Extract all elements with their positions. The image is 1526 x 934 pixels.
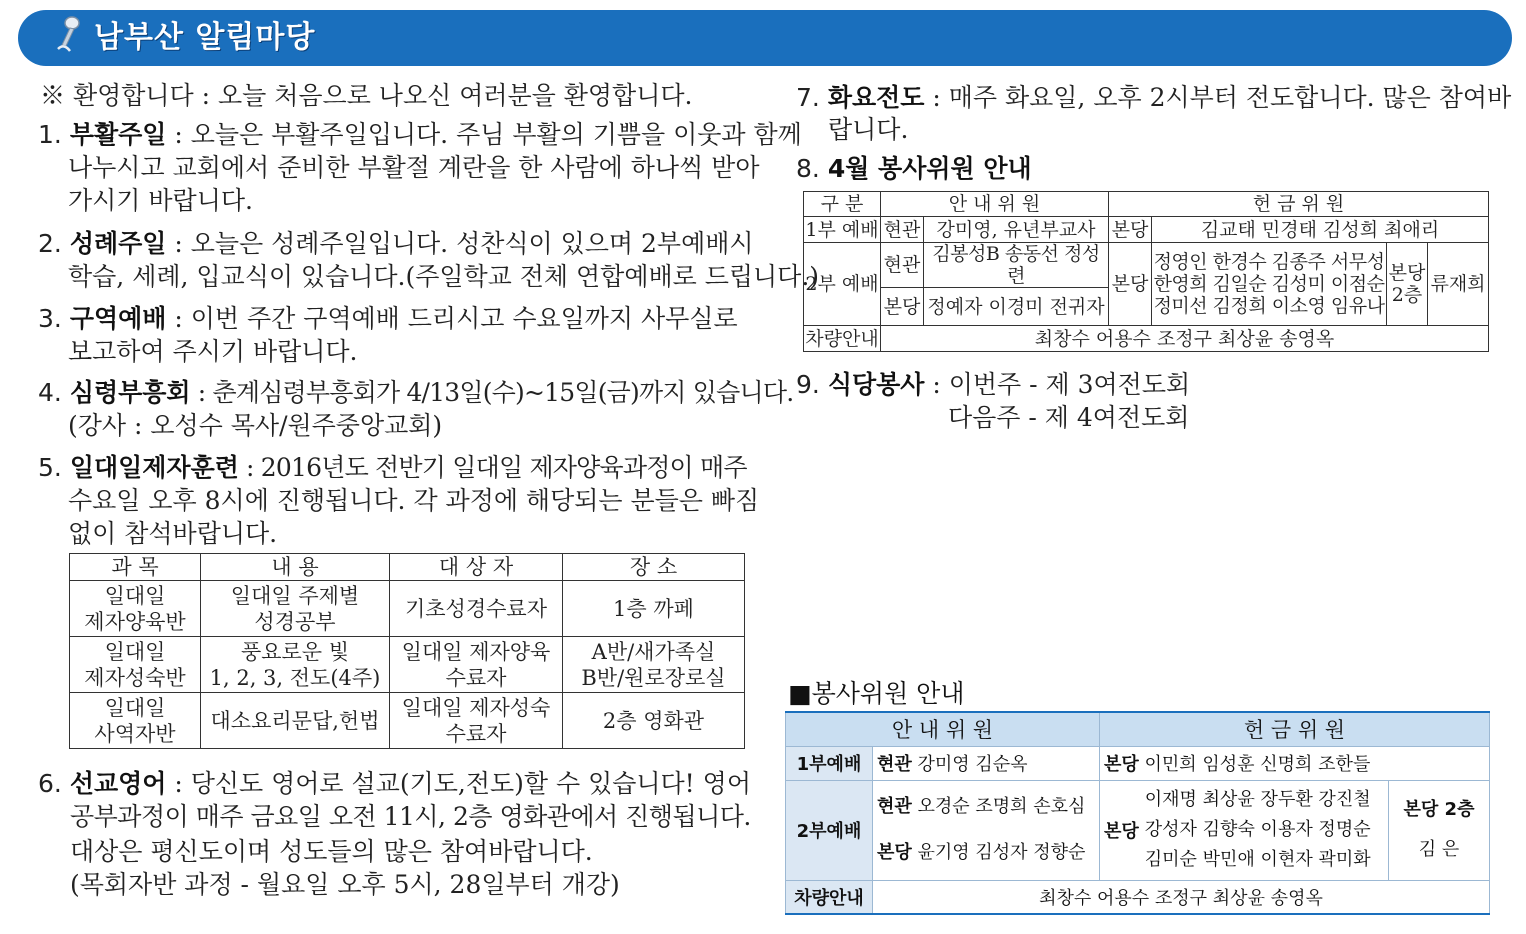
- table-cell: [1389, 780, 1490, 880]
- notice-item-6: [38, 768, 751, 800]
- item-text: 랍니다.: [828, 115, 909, 144]
- names: 강성자 김향숙 이용자 정명순: [1144, 819, 1371, 840]
- item-text: : 매주 화요일, 오후 2시부터 전도합니다. 많은 참여바: [924, 83, 1512, 112]
- table-cell: 본당: [1109, 217, 1152, 243]
- april-serve-table: [803, 191, 1489, 352]
- item-number: 4.: [38, 378, 62, 407]
- item-title: 심령부흥회: [69, 378, 191, 407]
- item-text: 다음주 - 제 4여전도회: [948, 403, 1190, 432]
- notice-item-2: [38, 228, 754, 260]
- item-number: 2.: [38, 229, 62, 258]
- item-number: 3.: [38, 304, 62, 333]
- table-cell: 일대일 제자성숙 수료자: [390, 693, 563, 749]
- table-cell: 본당: [1109, 243, 1152, 326]
- table-cell: 최창수 어용수 조정구 최상윤 송영옥: [881, 326, 1489, 352]
- notice-item-1: [38, 119, 802, 151]
- serve-committee-table: [785, 711, 1490, 915]
- item-title: 식당봉사: [827, 370, 925, 399]
- item-number: 1.: [38, 120, 62, 149]
- page-title: 남부산 알림마당: [94, 20, 316, 55]
- table-cell: 정영인 한경수 김종주 서무성 한영희 김일순 김성미 이점순 정미선 김정희 이소영 임유나: [1152, 243, 1387, 326]
- item-text: : 오늘은 성례주일입니다. 성찬식이 있으며 2부예배시: [166, 229, 754, 258]
- table-cell: 일대일 사역자반: [70, 693, 201, 749]
- item-text: : 오늘은 부활주일입니다. 주님 부활의 기쁨을 이웃과 함께: [166, 120, 802, 149]
- table-cell: 차량안내: [805, 327, 879, 350]
- names: 강미영 김순옥: [917, 754, 1028, 775]
- table-cell: 김교태 민경태 김성희 최애리: [1152, 217, 1489, 243]
- item-text: 학습, 세례, 입교식이 있습니다.(주일학교 전체 연합예배로 드립니다.): [68, 262, 820, 291]
- table-header: 헌 금 위 원: [1100, 712, 1490, 746]
- item-text: 공부과정이 매주 금요일 오전 11시, 2층 영화관에서 진행됩니다.: [70, 802, 751, 831]
- table-cell: 본당 2층: [1387, 243, 1428, 326]
- location-label: 본당 2층: [1403, 799, 1475, 820]
- item-number: 5.: [38, 453, 62, 482]
- notice-item-9: [796, 369, 1190, 401]
- item-title: 일대일제자훈련: [69, 453, 239, 482]
- table-cell: 1부예배: [786, 746, 873, 780]
- table-cell: 2부예배: [786, 780, 873, 880]
- welcome-text: ※ 환영합니다 : 오늘 처음으로 나오신 여러분을 환영합니다.: [40, 81, 693, 110]
- item-text: : 춘계심령부흥회가 4/13일(수)~15일(금)까지 있습니다.: [190, 378, 794, 407]
- microphone-icon: [52, 15, 82, 55]
- item-title: 화요전도: [827, 83, 925, 112]
- table-cell: 1층 까페: [563, 581, 745, 637]
- item-text: (강사 : 오성수 목사/원주중앙교회): [68, 411, 443, 440]
- item-number: 8.: [796, 154, 820, 183]
- names: 이재명 최상윤 장두환 강진철: [1144, 789, 1371, 810]
- item-number: 6.: [38, 769, 62, 798]
- item-title: 부활주일: [69, 120, 167, 149]
- section-title: ■봉사위원 안내: [788, 679, 965, 708]
- table-cell: A반/새가족실 B반/원로장로실: [563, 637, 745, 693]
- table-cell: 일대일 제자성숙반: [70, 637, 201, 693]
- table-header: 장 소: [563, 554, 745, 581]
- table-cell: 일대일 제자양육 수료자: [390, 637, 563, 693]
- table-row: [804, 217, 1489, 243]
- table-cell: 대소요리문답,헌법: [201, 693, 390, 749]
- table-cell: 풍요로운 빛 1, 2, 3, 전도(4주): [201, 637, 390, 693]
- table-cell: 현관: [881, 243, 924, 288]
- item-number: 7.: [796, 83, 820, 112]
- table-cell: 본당: [881, 288, 924, 326]
- item-title: 성례주일: [69, 229, 167, 258]
- table-cell: 최창수 어용수 조정구 최상윤 송영옥: [873, 880, 1490, 914]
- item-number: 9.: [796, 370, 820, 399]
- item-text: 가시기 바랍니다.: [68, 186, 253, 215]
- table-cell: 정예자 이경미 전귀자: [924, 288, 1109, 326]
- table-header: 내 용: [201, 554, 390, 581]
- course-table: [69, 553, 745, 749]
- item-text: : 2016년도 전반기 일대일 제자양육과정이 매주: [238, 453, 747, 482]
- table-row: [804, 326, 1489, 352]
- table-row: [70, 637, 745, 693]
- notice-item-5: [38, 452, 747, 484]
- table-cell: 일대일 제자양육반: [70, 581, 201, 637]
- table-row: [786, 880, 1490, 914]
- item-title: 선교영어: [69, 769, 167, 798]
- table-header: 안 내 위 원: [786, 712, 1100, 746]
- table-cell: 김봉성B 송동선 정성련: [924, 243, 1109, 288]
- table-cell: 차량안내: [786, 880, 873, 914]
- table-header: 헌 금 위 원: [1109, 192, 1489, 217]
- table-cell: 2층 영화관: [563, 693, 745, 749]
- item-text: 나누시고 교회에서 준비한 부활절 계란을 한 사람에 하나씩 받아: [68, 153, 760, 182]
- table-header: 대 상 자: [390, 554, 563, 581]
- names: 김 은: [1418, 839, 1460, 860]
- item-text: : 당신도 영어로 설교(기도,전도)할 수 있습니다! 영어: [166, 769, 751, 798]
- item-text: : 이번 주간 구역예배 드리시고 수요일까지 사무실로: [166, 304, 738, 333]
- notice-item-7: [796, 82, 1511, 114]
- table-cell: 1부 예배: [805, 218, 879, 241]
- notice-item-3: [38, 303, 738, 335]
- item-text: : 이번주 - 제 3여전도회: [924, 370, 1191, 399]
- table-cell: [1100, 780, 1389, 880]
- item-title: 4월 봉사위원 안내: [827, 154, 1032, 183]
- notice-item-8: [796, 153, 1032, 185]
- table-cell: 2부 예배: [804, 243, 881, 326]
- table-row: [786, 780, 1490, 880]
- item-text: (목회자반 과정 - 월요일 오후 5시, 28일부터 개강): [70, 870, 620, 899]
- table-cell: [873, 746, 1100, 780]
- table-row: [70, 693, 745, 749]
- table-cell: 일대일 주제별 성경공부: [201, 581, 390, 637]
- table-header: 과 목: [70, 554, 201, 581]
- table-header: 안 내 위 원: [881, 192, 1109, 217]
- table-row: [70, 581, 745, 637]
- location-label: 본당: [1104, 821, 1139, 842]
- location-label: 현관: [877, 754, 912, 775]
- item-text: 수요일 오후 8시에 진행됩니다. 각 과정에 해당되는 분들은 빠짐: [68, 486, 760, 515]
- table-row: [804, 243, 1489, 288]
- table-cell: 기초성경수료자: [390, 581, 563, 637]
- location-label: 현관: [877, 796, 912, 817]
- names: 김미순 박민애 이현자 곽미화: [1144, 849, 1371, 870]
- names: 윤기영 김성자 정향순: [917, 842, 1086, 863]
- notice-item-4: [38, 377, 793, 409]
- item-text: 대상은 평신도이며 성도들의 많은 참여바랍니다.: [70, 837, 593, 866]
- names: 오경순 조명희 손호심: [917, 796, 1086, 817]
- names: 이민희 임성훈 신명희 조한들: [1144, 754, 1371, 775]
- item-text: 없이 참석바랍니다.: [68, 519, 278, 548]
- item-title: 구역예배: [69, 304, 167, 333]
- location-label: 본당: [1104, 754, 1139, 775]
- table-cell: 류재희: [1428, 243, 1489, 326]
- table-cell: [1100, 746, 1490, 780]
- location-label: 본당: [877, 842, 912, 863]
- table-row: [786, 746, 1490, 780]
- item-text: 보고하여 주시기 바랍니다.: [68, 337, 358, 366]
- table-cell: [873, 780, 1100, 880]
- table-header: 구 분: [804, 192, 881, 217]
- table-cell: 강미영, 유년부교사: [924, 217, 1109, 243]
- table-cell: 현관: [881, 217, 924, 243]
